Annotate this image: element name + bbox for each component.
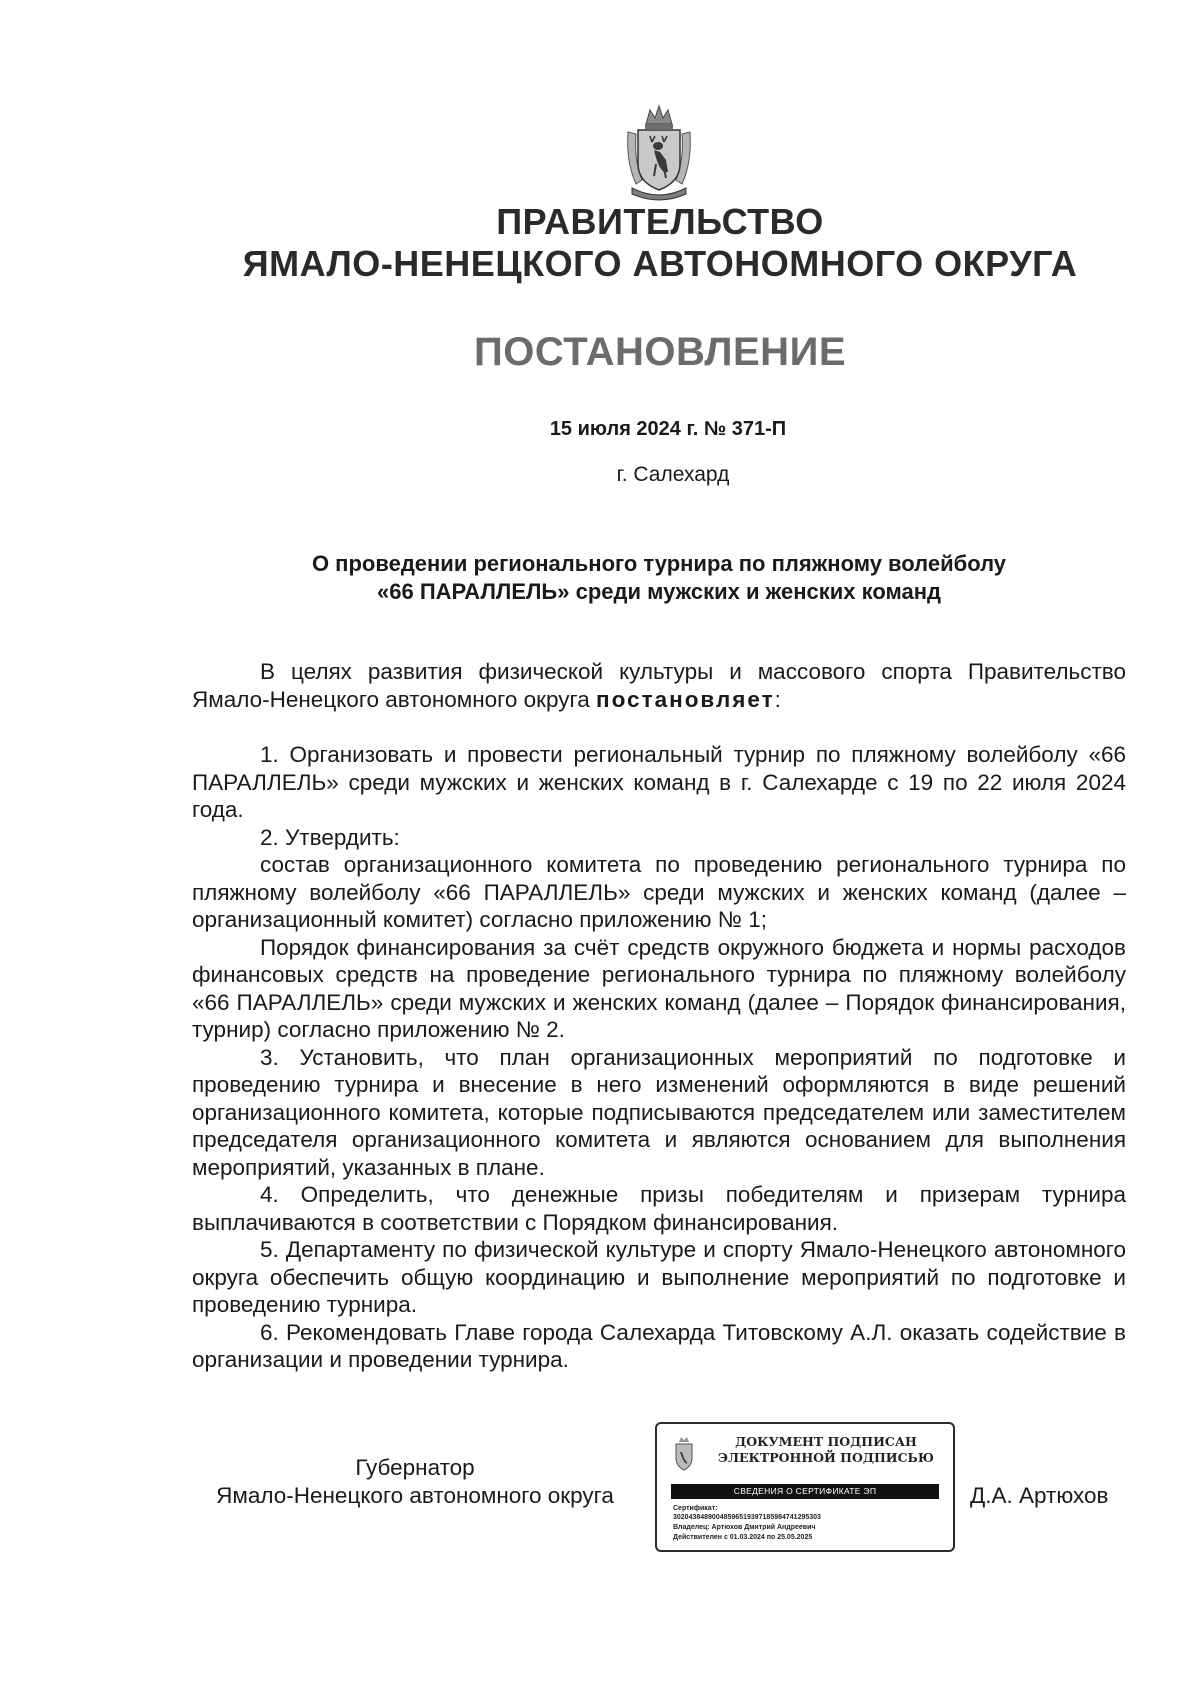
document-date-number: 15 июля 2024 г. № 371-П — [549, 418, 787, 440]
subject-line2: «66 ПАРАЛЛЕЛЬ» среди мужских и женских команд — [377, 579, 941, 604]
document-city: г. Салехард — [616, 463, 730, 486]
stamp-emblem-icon — [671, 1436, 697, 1474]
body-item: 1. Организовать и провести региональный турнир по пляжному волейболу «66 ПАРАЛЛЕЛЬ» среди мужских и женских команд в г. Салехарде с 19 по 22 июля 2024 года. — [192, 742, 1126, 822]
signer-name: Д.А. Артюхов — [970, 1483, 1109, 1508]
stamp-title-line2: ЭЛЕКТРОННОЙ ПОДПИСЬЮ — [718, 1450, 934, 1465]
document-body — [192, 658, 1126, 1374]
preamble-end: : — [774, 686, 781, 712]
government-name-line2: ЯМАЛО-НЕНЕЦКОГО АВТОНОМНОГО ОКРУГА — [242, 243, 1078, 284]
preamble-emphasis: постановляет — [596, 686, 775, 712]
body-item: 4. Определить, что денежные призы победителям и призерам турнира выплачиваются в соответствии с Порядком финансирования. — [192, 1182, 1126, 1235]
stamp-certificate-label: Сертификат: — [673, 1505, 718, 1512]
preamble-text: В целях развития физической культуры и массового спорта Правительство Ямало-Ненецкого автономного округа — [192, 659, 1126, 712]
stamp-certificate-number: 30204384890048596519397185984741295303 — [673, 1514, 821, 1521]
stamp-owner: Владелец: Артюхов Дмитрий Андреевич — [673, 1524, 816, 1531]
body-item: 3. Установить, что план организационных мероприятий по подготовке и проведению турнира и внесение в него изменений оформляются в виде решений организационного комитета, которые подписываются председателем или заместителем председателя организационного комитета и являются основанием для выполнения мероприятий, указанных в плане. — [192, 1044, 1126, 1180]
electronic-signature-stamp — [655, 1422, 955, 1552]
document-type-title: ПОСТАНОВЛЕНИЕ — [473, 330, 846, 374]
document-subject — [192, 550, 1126, 606]
signatory-title — [192, 1454, 638, 1510]
signatory-title-line2: Ямало-Ненецкого автономного округа — [216, 1483, 614, 1508]
coat-of-arms-emblem-icon — [624, 102, 694, 206]
body-item: 6. Рекомендовать Главе города Салехарда Титовскому А.Л. оказать содействие в организации и проведении турнира. — [192, 1319, 1126, 1372]
body-item: Порядок финансирования за счёт средств окружного бюджета и нормы расходов финансовых средств на проведение регионального турнира по пляжному волейболу «66 ПАРАЛЛЕЛЬ» среди мужских и женских команд (далее – Порядок финансирования, турнир) согласно приложению № 2. — [192, 934, 1126, 1042]
signatory-title-line1: Губернатор — [355, 1455, 475, 1480]
stamp-validity: Действителен с 01.03.2024 по 25.05.2025 — [673, 1534, 813, 1541]
government-name-line1: ПРАВИТЕЛЬСТВО — [496, 201, 824, 242]
stamp-title — [707, 1434, 945, 1466]
body-item: 2. Утвердить: — [260, 824, 400, 850]
stamp-certificate-bar: СВЕДЕНИЯ О СЕРТИФИКАТЕ ЭП — [671, 1484, 939, 1499]
stamp-title-line1: ДОКУМЕНТ ПОДПИСАН — [735, 1434, 917, 1449]
preamble-paragraph — [192, 658, 1126, 713]
body-item: 5. Департаменту по физической культуре и спорту Ямало-Ненецкого автономного округа обеспечить общую координацию и выполнение мероприятий по подготовке и проведению турнира. — [192, 1237, 1126, 1317]
subject-line1: О проведении регионального турнира по пляжному волейболу — [311, 551, 1007, 576]
body-item: состав организационного комитета по проведению регионального турнира по пляжному волейболу «66 ПАРАЛЛЕЛЬ» среди мужских и женских команд (далее – организационный комитет) согласно приложению № 1; — [192, 852, 1126, 932]
